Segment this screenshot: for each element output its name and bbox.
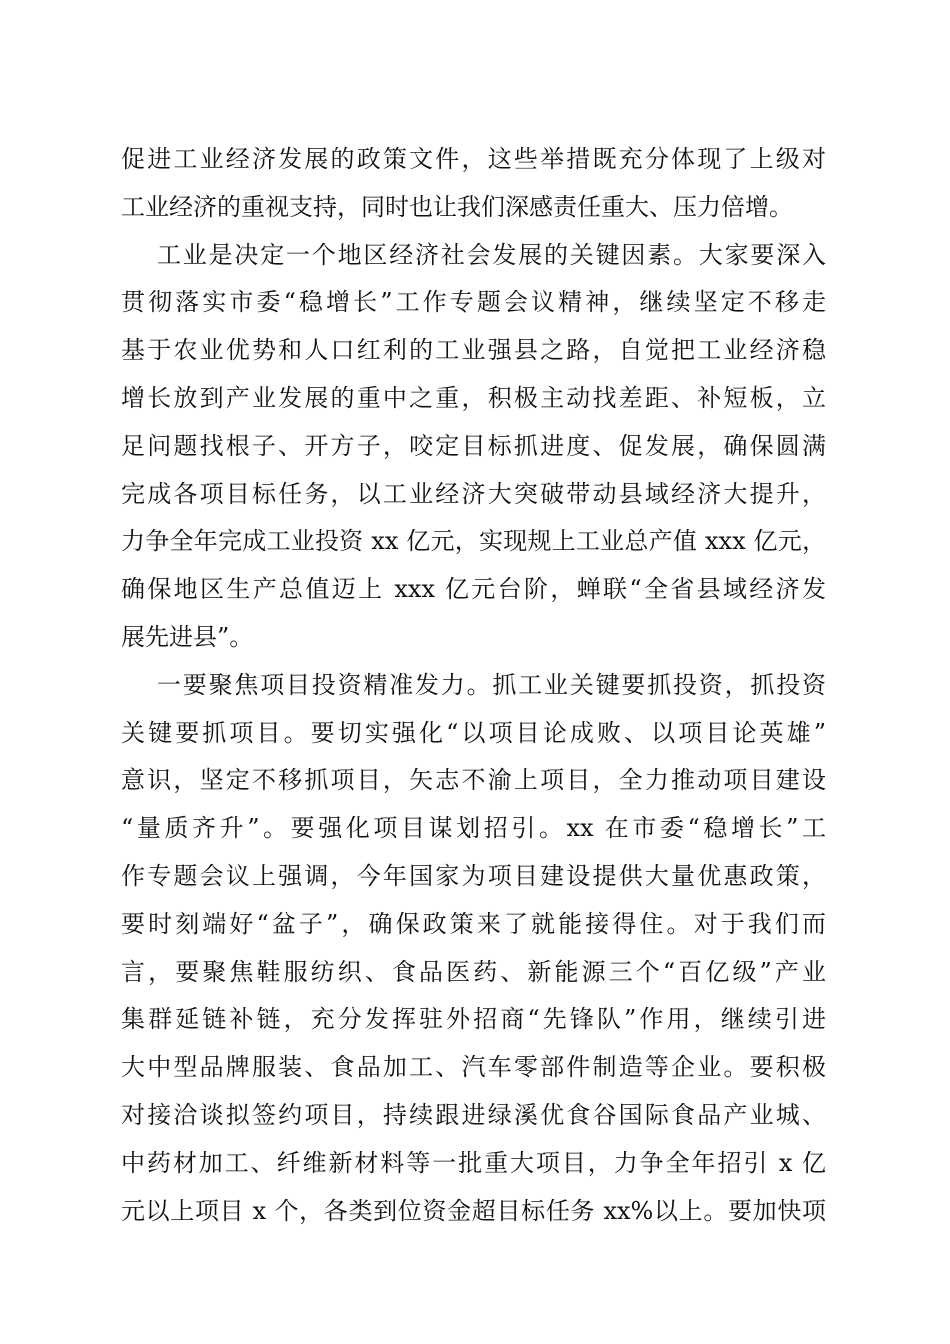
paragraph-line: 一要聚焦项目投资精准发力。抓工业关键要抓投资，抓投资 bbox=[157, 670, 826, 699]
paragraph-line: 确保地区生产总值迈上 xxx 亿元台阶，蝉联“全省县域经济发 bbox=[121, 575, 826, 604]
paragraph-line: 要时刻端好“盆子”，确保政策来了就能接得住。对于我们而 bbox=[121, 909, 826, 938]
paragraph-line: 关键要抓项目。要切实强化“以项目论成败、以项目论英雄” bbox=[121, 718, 826, 747]
paragraph-line: 展先进县”。 bbox=[121, 622, 254, 651]
paragraph-line: 贯彻落实市委“稳增长”工作专题会议精神，继续坚定不移走 bbox=[121, 288, 826, 317]
paragraph-line: 增长放到产业发展的重中之重，积极主动找差距、补短板，立 bbox=[121, 383, 826, 412]
document-body bbox=[121, 136, 826, 1235]
paragraph-line: 足问题找根子、开方子，咬定目标抓进度、促发展，确保圆满 bbox=[121, 431, 826, 460]
paragraph-line: 工业经济的重视支持，同时也让我们深感责任重大、压力倍增。 bbox=[121, 192, 793, 221]
paragraph-line: 大中型品牌服装、食品加工、汽车零部件制造等企业。要积极 bbox=[121, 1053, 826, 1082]
paragraph-line: 促进工业经济发展的政策文件，这些举措既充分体现了上级对 bbox=[121, 145, 826, 173]
paragraph-line: 基于农业优势和人口红利的工业强县之路，自觉把工业经济稳 bbox=[121, 336, 826, 365]
paragraph-line: 意识，坚定不移抓项目，矢志不渝上项目，全力推动项目建设 bbox=[121, 766, 826, 795]
paragraph-line: 中药材加工、纤维新材料等一批重大项目，力争全年招引 x 亿 bbox=[121, 1148, 826, 1177]
paragraph-line: 工业是决定一个地区经济社会发展的关键因素。大家要深入 bbox=[157, 240, 826, 269]
paragraph-line: “量质齐升”。要强化项目谋划招引。xx 在市委“稳增长”工 bbox=[121, 814, 826, 843]
paragraph-line: 对接洽谈拟签约项目，持续跟进绿溪优食谷国际食品产业城、 bbox=[121, 1100, 826, 1129]
paragraph-line: 言，要聚焦鞋服纺织、食品医药、新能源三个“百亿级”产业 bbox=[121, 957, 826, 986]
paragraph-line: 元以上项目 x 个，各类到位资金超目标任务 xx%以上。要加快项 bbox=[121, 1196, 826, 1225]
paragraph-line: 集群延链补链，充分发挥驻外招商“先锋队”作用，继续引进 bbox=[121, 1005, 826, 1034]
paragraph-line: 作专题会议上强调，今年国家为项目建设提供大量优惠政策， bbox=[121, 861, 826, 890]
paragraph-line: 完成各项目标任务，以工业经济大突破带动县域经济大提升， bbox=[121, 479, 826, 508]
paragraph-line: 力争全年完成工业投资 xx 亿元，实现规上工业总产值 xxx 亿元， bbox=[121, 527, 826, 556]
